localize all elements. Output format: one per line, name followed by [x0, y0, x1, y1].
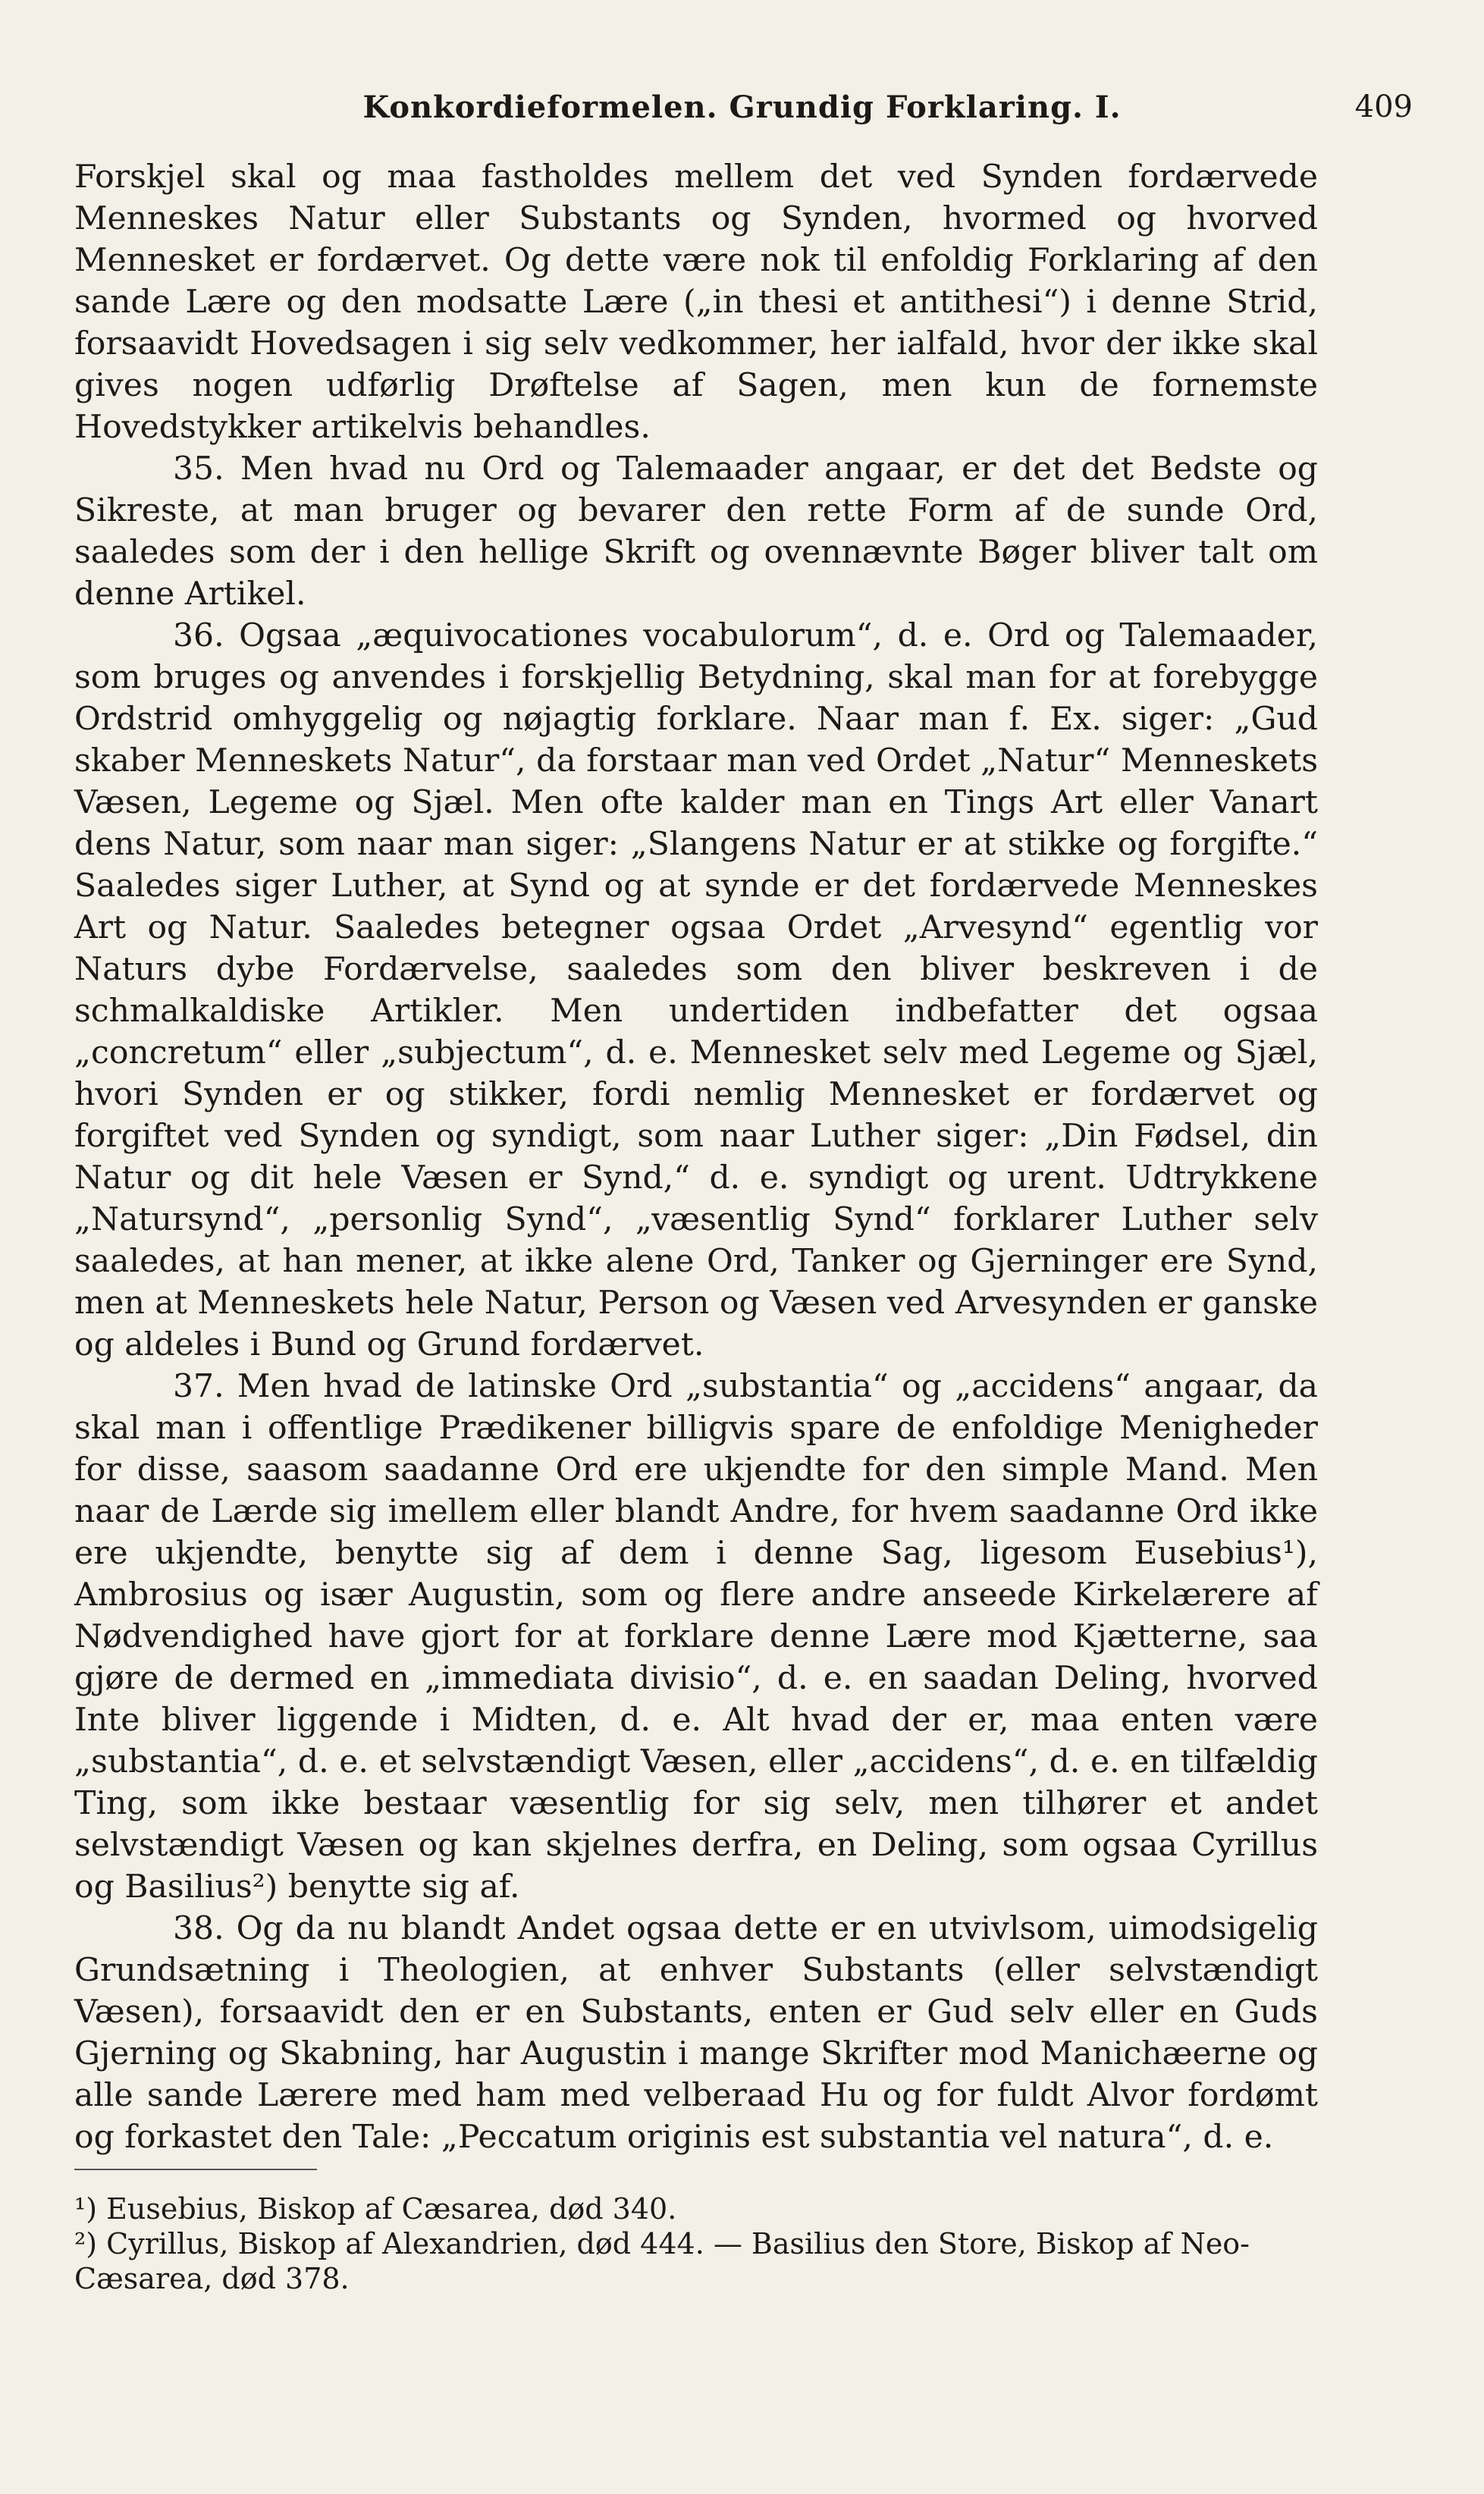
page-header	[49, 89, 1435, 135]
footnote-divider	[74, 2169, 317, 2170]
paragraph-36: 36. Ogsaa „æquivocationes vocabulorum“, d. e. Ord og Talemaader, som bruges og anvendes i forskjellig Betydning, skal man for at forebygge Ordstrid omhyggelig og nøjagtig forklare. Naar man f. Ex. siger: „Gud skaber Menneskets Natur“, da forstaar man ved Ordet „Natur“ Menneskets Væsen, Legeme og Sjæl. Men ofte kalder man en Tings Art eller Vanart dens Natur, som naar man siger: „Slangens Natur er at stikke og forgifte.“ Saaledes siger Luther, at Synd og at synde er det fordærvede Menneskes Art og Natur. Saaledes betegner ogsaa Ordet „Arvesynd“ egentlig vor Naturs dybe Fordærvelse, saaledes som den bliver beskreven i de schmalkaldiske Artikler. Men undertiden indbefatter det ogsaa „concretum“ eller „subjectum“, d. e. Mennesket selv med Legeme og Sjæl, hvori Synden er og stikker, fordi nemlig Mennesket er fordærvet og forgiftet ved Synden og syndigt, som naar Luther siger: „Din Fødsel, din Natur og dit hele Væsen er Synd,“ d. e. syndigt og urent. Udtrykkene „Natursynd“, „personlig Synd“, „væsentlig Synd“ forklarer Luther selv saaledes, at han mener, at ikke alene Ord, Tanker og Gjerninger ere Synd, men at Menneskets hele Natur, Person og Væsen ved Arvesynden er ganske og aldeles i Bund og Grund fordærvet.	[74, 617, 1318, 1363]
footnote-marker: ¹)	[74, 2192, 98, 2226]
paragraph-35: 35. Men hvad nu Ord og Talemaader angaar, er det det Bedste og Sikreste, at man bruger og bevarer den rette Form af de sunde Ord, saaledes som der i den hellige Skrift og ovennævnte Bøger bliver talt om denne Artikel.	[74, 450, 1318, 613]
footnote-text: Cyrillus, Biskop af Alexandrien, død 444. — Basilius den Store, Biskop af Neo-Cæsarea, død 378.	[74, 2227, 1250, 2295]
footnotes	[74, 2191, 1318, 2296]
paragraph-continuation: Forskjel skal og maa fastholdes mellem det ved Synden fordærvede Menneskes Natur eller Substants og Synden, hvormed og hvorved Mennesket er fordærvet. Og dette være nok til enfoldig Forklaring af den sande Lære og den modsatte Lære („in thesi et antithesi“) i denne Strid, forsaavidt Hovedsagen i sig selv vedkommer, her ialfald, hvor der ikke skal gives nogen udførlig Drøftelse af Sagen, men kun de fornemste Hovedstykker artikelvis behandles.	[74, 158, 1318, 446]
paragraph-37: 37. Men hvad de latinske Ord „substantia“ og „accidens“ angaar, da skal man i offentlige Prædikener billigvis spare de enfoldige Menigheder for disse, saasom saadanne Ord ere ukjendte for den simple Mand. Men naar de Lærde sig imellem eller blandt Andre, for hvem saadanne Ord ikke ere ukjendte, benytte sig af dem i denne Sag, ligesom Eusebius¹), Ambrosius og især Augustin, som og flere andre anseede Kirkelærere af Nødvendighed have gjort for at forklare denne Lære mod Kjætterne, saa gjøre de dermed en „immediata divisio“, d. e. en saadan Deling, hvorved Inte bliver liggende i Midten, d. e. Alt hvad der er, maa enten være „substantia“, d. e. et selvstændigt Væsen, eller „accidens“, d. e. en tilfældig Ting, som ikke bestaar væsentlig for sig selv, men tilhører et andet selvstændigt Væsen og kan skjelnes derfra, en Deling, som ogsaa Cyrillus og Basilius²) benytte sig af.	[74, 1368, 1318, 1906]
running-title: Konkordieformelen. Grundig Forklaring. I.	[362, 89, 1122, 125]
body-text	[74, 156, 1318, 2158]
footnote-text: Eusebius, Biskop af Cæsarea, død 340.	[106, 2192, 677, 2226]
footnote-1	[74, 2191, 1318, 2226]
page-number: 409	[1354, 89, 1413, 124]
footnote-2	[74, 2226, 1318, 2296]
paragraph-38: 38. Og da nu blandt Andet ogsaa dette er en utvivlsom, uimodsigelig Grundsætning i Theologien, at enhver Substants (eller selvstændigt Væsen), forsaavidt den er en Substants, enten er Gud selv eller en Guds Gjerning og Skabning, har Augustin i mange Skrifter mod Manichæerne og alle sande Lærere med ham med velberaad Hu og for fuldt Alvor fordømt og forkastet den Tale: „Peccatum originis est substantia vel natura“, d. e.	[74, 1910, 1318, 2156]
footnote-marker: ²)	[74, 2227, 98, 2260]
